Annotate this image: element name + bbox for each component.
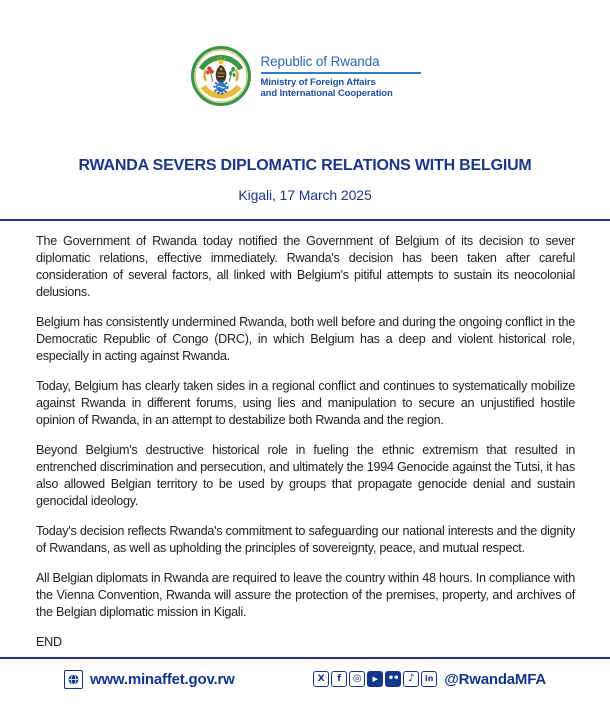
tiktok-icon[interactable]: ♪	[403, 671, 419, 687]
linkedin-icon[interactable]: in	[421, 671, 437, 687]
footer	[64, 668, 546, 690]
org-divider	[261, 72, 421, 74]
globe-icon	[64, 670, 83, 689]
release-paragraph: Belgium has consistently undermined Rwanda, both well before and during the ongoing conflict in the Democratic Republic of Congo (DRC), in which Belgium has a deep and violent historical role, especially in acting against Rwanda.	[36, 315, 575, 363]
release-body	[36, 233, 575, 651]
page-title: RWANDA SEVERS DIPLOMATIC RELATIONS WITH BELGIUM	[78, 157, 532, 174]
org-subtitle-line2: and International Cooperation	[260, 87, 393, 99]
x-icon[interactable]: X	[313, 671, 329, 687]
instagram-icon[interactable]: ◎	[349, 671, 365, 687]
facebook-icon[interactable]: f	[331, 671, 347, 687]
dateline: Kigali, 17 March 2025	[238, 187, 372, 203]
social-group	[313, 671, 546, 688]
website-link[interactable]: www.minaffet.gov.rw	[90, 670, 235, 688]
social-icons-row	[313, 671, 439, 687]
org-subtitle-line1: Ministry of Foreign Affairs	[260, 76, 376, 88]
release-paragraph: The Government of Rwanda today notified the Government of Belgium of its decision to sever diplomatic relations, effective immediately. Rwanda's decision has been taken after careful consideration of several factors, all linked with Belgium's pitiful attempts to sustain its neocolonial delusions.	[36, 234, 575, 299]
youtube-icon[interactable]: ▶	[367, 671, 383, 687]
org-title: Republic of Rwanda	[260, 53, 380, 69]
end-marker: END	[36, 635, 62, 649]
header	[0, 45, 610, 107]
release-paragraph: Today, Belgium has clearly taken sides in a regional conflict and continues to systematically mobilize against Rwanda in different forums, using lies and manipulation to secure an unjustified hostile opinion of Rwanda, in an attempt to destabilize both Rwanda and the region.	[36, 379, 575, 427]
social-handle[interactable]: @RwandaMFA	[444, 670, 546, 688]
release-paragraph: Beyond Belgium's destructive historical role in fueling the ethnic extremism that resulted in entrenched discrimination and persecution, and ultimately the 1994 Genocide against the Tutsi, it has also allowed Belgian territory to be used by groups that propagate genocide denial and sustain genocidal ideology.	[36, 443, 575, 508]
website-group	[64, 670, 235, 689]
header-divider-rule	[0, 219, 610, 221]
release-paragraph: All Belgian diplomats in Rwanda are required to leave the country within 48 hours. In compliance with the Vienna Convention, Rwanda will assure the protection of the premises, property, and archives of the Belgian diplomatic mission in Kigali.	[36, 571, 575, 619]
flickr-icon[interactable]: ••	[385, 671, 401, 687]
release-paragraph: Today's decision reflects Rwanda's commitment to safeguarding our national interests and the dignity of Rwandans, as well as upholding the principles of sovereignty, peace, and mutual respect.	[36, 524, 575, 555]
footer-divider-rule	[0, 657, 610, 659]
rwanda-coat-of-arms-icon	[190, 45, 252, 107]
ministry-name-block	[261, 54, 421, 99]
